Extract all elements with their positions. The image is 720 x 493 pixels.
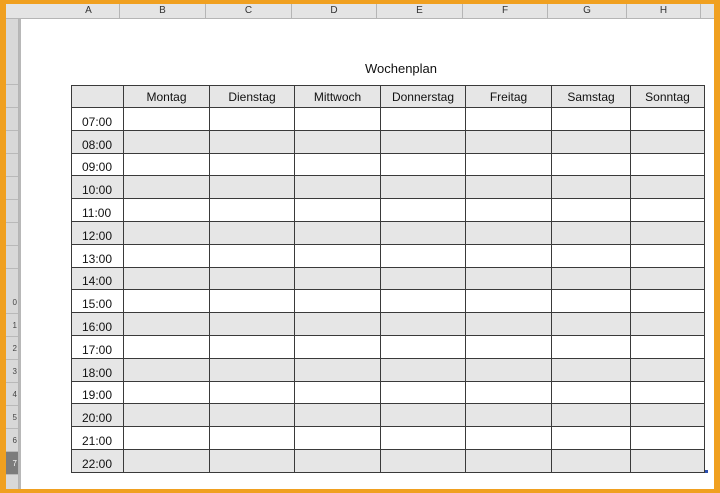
schedule-cell[interactable] [124, 290, 210, 313]
time-cell[interactable]: 14:00 [72, 267, 124, 290]
schedule-cell[interactable] [466, 358, 552, 381]
table-row [72, 427, 705, 450]
table-row [72, 153, 705, 176]
schedule-cell[interactable] [295, 176, 381, 199]
schedule-cell[interactable] [295, 335, 381, 358]
day-header-freitag[interactable]: Freitag [466, 86, 552, 108]
schedule-cell[interactable] [552, 176, 631, 199]
schedule-cell[interactable] [631, 358, 705, 381]
time-cell[interactable]: 21:00 [72, 427, 124, 450]
column-header-b[interactable]: B [120, 4, 206, 18]
schedule-cell[interactable] [124, 221, 210, 244]
row-header[interactable] [6, 200, 18, 223]
table-row [72, 221, 705, 244]
schedule-cell[interactable] [381, 199, 466, 222]
schedule-cell[interactable] [631, 130, 705, 153]
schedule-cell[interactable] [381, 427, 466, 450]
schedule-cell[interactable] [466, 313, 552, 336]
schedule-cell[interactable] [124, 108, 210, 131]
time-cell[interactable]: 19:00 [72, 381, 124, 404]
time-cell[interactable]: 11:00 [72, 199, 124, 222]
schedule-cell[interactable] [210, 449, 295, 472]
row-header[interactable] [6, 108, 18, 131]
schedule-cell[interactable] [381, 153, 466, 176]
day-header-donnerstag[interactable]: Donnerstag [381, 86, 466, 108]
schedule-cell[interactable] [466, 381, 552, 404]
schedule-cell[interactable] [466, 108, 552, 131]
schedule-cell[interactable] [631, 404, 705, 427]
schedule-cell[interactable] [210, 313, 295, 336]
column-header-c[interactable]: C [206, 4, 292, 18]
schedule-cell[interactable] [552, 449, 631, 472]
schedule-cell[interactable] [466, 130, 552, 153]
row-header[interactable]: 2 [6, 337, 18, 360]
schedule-cell[interactable] [381, 244, 466, 267]
table-row [72, 313, 705, 336]
schedule-cell[interactable] [295, 404, 381, 427]
schedule-cell[interactable] [552, 199, 631, 222]
schedule-cell[interactable] [381, 108, 466, 131]
time-cell[interactable]: 13:00 [72, 244, 124, 267]
table-row [72, 130, 705, 153]
column-header-bar [6, 4, 714, 19]
schedule-cell[interactable] [552, 290, 631, 313]
schedule-cell[interactable] [631, 449, 705, 472]
schedule-cell[interactable] [210, 244, 295, 267]
spreadsheet-window [6, 4, 714, 489]
page-title: Wochenplan [364, 61, 438, 76]
schedule-cell[interactable] [631, 267, 705, 290]
table-row [72, 381, 705, 404]
day-header-sonntag[interactable]: Sonntag [631, 86, 705, 108]
schedule-cell[interactable] [552, 358, 631, 381]
schedule-cell[interactable] [210, 267, 295, 290]
schedule-cell[interactable] [124, 335, 210, 358]
schedule-cell[interactable] [381, 290, 466, 313]
schedule-cell[interactable] [124, 130, 210, 153]
schedule-cell[interactable] [210, 199, 295, 222]
schedule-cell[interactable] [210, 290, 295, 313]
schedule-cell[interactable] [210, 358, 295, 381]
time-cell[interactable]: 08:00 [72, 130, 124, 153]
row-header[interactable] [6, 154, 18, 177]
table-row [72, 176, 705, 199]
resize-handle[interactable] [705, 470, 708, 473]
schedule-cell[interactable] [124, 244, 210, 267]
weekly-schedule-table [71, 85, 705, 473]
schedule-cell[interactable] [124, 381, 210, 404]
schedule-cell[interactable] [552, 267, 631, 290]
day-header-samstag[interactable]: Samstag [552, 86, 631, 108]
schedule-cell[interactable] [552, 153, 631, 176]
day-header-montag[interactable]: Montag [124, 86, 210, 108]
table-row [72, 404, 705, 427]
time-cell[interactable]: 10:00 [72, 176, 124, 199]
column-header-g[interactable]: G [548, 4, 627, 18]
schedule-cell[interactable] [124, 313, 210, 336]
schedule-cell[interactable] [466, 267, 552, 290]
schedule-cell[interactable] [631, 381, 705, 404]
schedule-cell[interactable] [631, 313, 705, 336]
schedule-cell[interactable] [631, 199, 705, 222]
schedule-cell[interactable] [124, 404, 210, 427]
schedule-cell[interactable] [381, 358, 466, 381]
table-header-row [72, 86, 705, 108]
header-corner-cell[interactable] [72, 86, 124, 108]
time-cell[interactable]: 07:00 [72, 108, 124, 131]
row-header[interactable]: 0 [6, 291, 18, 314]
schedule-cell[interactable] [295, 130, 381, 153]
row-header[interactable] [6, 131, 18, 154]
schedule-cell[interactable] [466, 199, 552, 222]
row-header[interactable]: 3 [6, 360, 18, 383]
schedule-cell[interactable] [124, 199, 210, 222]
schedule-cell[interactable] [631, 176, 705, 199]
table-row [72, 199, 705, 222]
schedule-cell[interactable] [552, 381, 631, 404]
row-header[interactable]: 4 [6, 383, 18, 406]
column-header-h[interactable]: H [627, 4, 701, 18]
schedule-cell[interactable] [552, 313, 631, 336]
time-cell[interactable]: 20:00 [72, 404, 124, 427]
schedule-cell[interactable] [124, 427, 210, 450]
table-row [72, 244, 705, 267]
schedule-cell[interactable] [631, 244, 705, 267]
table-row [72, 358, 705, 381]
row-header[interactable] [6, 177, 18, 200]
schedule-cell[interactable] [466, 290, 552, 313]
schedule-cell[interactable] [381, 449, 466, 472]
schedule-cell[interactable] [466, 176, 552, 199]
worksheet[interactable] [19, 19, 714, 489]
row-header[interactable]: 1 [6, 314, 18, 337]
row-header[interactable]: 6 [6, 429, 18, 452]
schedule-cell[interactable] [210, 108, 295, 131]
time-cell[interactable]: 15:00 [72, 290, 124, 313]
row-header[interactable] [6, 223, 18, 246]
schedule-cell[interactable] [210, 427, 295, 450]
column-header-e[interactable]: E [377, 4, 463, 18]
schedule-cell[interactable] [552, 427, 631, 450]
row-header-bar [6, 19, 19, 489]
table-row [72, 108, 705, 131]
schedule-cell[interactable] [552, 130, 631, 153]
schedule-cell[interactable] [124, 176, 210, 199]
schedule-cell[interactable] [295, 244, 381, 267]
schedule-cell[interactable] [295, 313, 381, 336]
time-cell[interactable]: 18:00 [72, 358, 124, 381]
schedule-cell[interactable] [466, 335, 552, 358]
table-row [72, 335, 705, 358]
table-row [72, 267, 705, 290]
schedule-cell[interactable] [124, 267, 210, 290]
schedule-cell[interactable] [295, 108, 381, 131]
schedule-cell[interactable] [210, 176, 295, 199]
schedule-cell[interactable] [466, 221, 552, 244]
schedule-cell[interactable] [552, 335, 631, 358]
column-header-a[interactable]: A [58, 4, 120, 18]
schedule-cell[interactable] [631, 427, 705, 450]
schedule-cell[interactable] [210, 335, 295, 358]
time-cell[interactable]: 16:00 [72, 313, 124, 336]
schedule-cell[interactable] [466, 153, 552, 176]
schedule-cell[interactable] [295, 221, 381, 244]
schedule-cell[interactable] [295, 199, 381, 222]
schedule-cell[interactable] [381, 313, 466, 336]
schedule-cell[interactable] [466, 404, 552, 427]
schedule-cell[interactable] [295, 290, 381, 313]
row-header[interactable] [6, 19, 18, 85]
schedule-cell[interactable] [295, 449, 381, 472]
schedule-cell[interactable] [631, 335, 705, 358]
schedule-cell[interactable] [124, 449, 210, 472]
schedule-cell[interactable] [124, 153, 210, 176]
table-row [72, 449, 705, 472]
schedule-cell[interactable] [210, 221, 295, 244]
schedule-cell[interactable] [210, 381, 295, 404]
column-header-f[interactable]: F [463, 4, 548, 18]
column-header-d[interactable]: D [292, 4, 377, 18]
time-cell[interactable]: 09:00 [72, 153, 124, 176]
day-header-dienstag[interactable]: Dienstag [210, 86, 295, 108]
schedule-cell[interactable] [210, 404, 295, 427]
schedule-cell[interactable] [295, 427, 381, 450]
schedule-cell[interactable] [295, 358, 381, 381]
row-header[interactable] [6, 85, 18, 108]
schedule-cell[interactable] [631, 290, 705, 313]
schedule-cell[interactable] [466, 244, 552, 267]
schedule-cell[interactable] [381, 404, 466, 427]
schedule-cell[interactable] [631, 153, 705, 176]
row-header[interactable]: 7 [6, 452, 18, 475]
schedule-cell[interactable] [381, 381, 466, 404]
schedule-cell[interactable] [466, 427, 552, 450]
time-cell[interactable]: 12:00 [72, 221, 124, 244]
schedule-cell[interactable] [631, 221, 705, 244]
time-cell[interactable]: 22:00 [72, 449, 124, 472]
schedule-cell[interactable] [295, 153, 381, 176]
schedule-cell[interactable] [124, 358, 210, 381]
schedule-cell[interactable] [295, 381, 381, 404]
schedule-cell[interactable] [552, 244, 631, 267]
day-header-mittwoch[interactable]: Mittwoch [295, 86, 381, 108]
schedule-cell[interactable] [381, 130, 466, 153]
schedule-cell[interactable] [552, 108, 631, 131]
row-header[interactable] [6, 246, 18, 269]
schedule-cell[interactable] [381, 267, 466, 290]
schedule-cell[interactable] [381, 176, 466, 199]
schedule-cell[interactable] [210, 130, 295, 153]
row-header[interactable]: 5 [6, 406, 18, 429]
schedule-cell[interactable] [381, 335, 466, 358]
schedule-cell[interactable] [552, 221, 631, 244]
time-cell[interactable]: 17:00 [72, 335, 124, 358]
schedule-cell[interactable] [466, 449, 552, 472]
schedule-cell[interactable] [381, 221, 466, 244]
schedule-cell[interactable] [631, 108, 705, 131]
schedule-cell[interactable] [552, 404, 631, 427]
schedule-cell[interactable] [295, 267, 381, 290]
schedule-cell[interactable] [210, 153, 295, 176]
table-row [72, 290, 705, 313]
